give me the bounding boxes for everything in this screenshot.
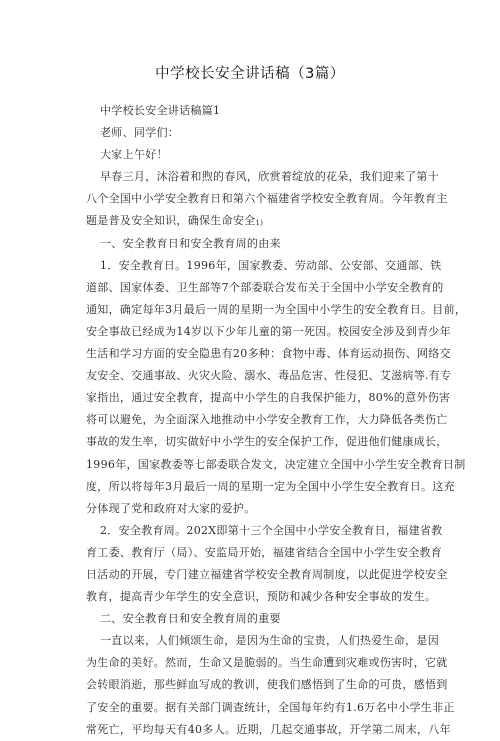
paragraph-line: 了安全的重要。据有关部门调查统计，全国每年约有1.6万名中小学生非正 [86, 700, 455, 714]
paragraph-line: 事故的发生率，切实做好中小学生的安全保护工作，促进他们健康成长， [86, 435, 448, 449]
paragraph-text: 题是普及安全知识，确保生命安全 [86, 214, 256, 228]
greeting: 大家上午好！ [100, 148, 168, 162]
paragraph-line: 为生命的美好。然而，生命又是脆弱的。当生命遭到灾难或伤害时，它就 [86, 656, 448, 670]
paragraph-line: 将可以避免，为全面深入地推动中小学安全教育工作，大力降低各类伤亡 [86, 413, 448, 427]
paragraph-line: 会转眼消逝，那些鲜血写成的教训，使我们感悟到了生命的可贵，感悟到 [86, 678, 448, 692]
paragraph-line [86, 210, 416, 232]
paragraph-line: 安全事故已经成为14岁以下少年儿童的第一死因。校园安全涉及到青少年 [86, 324, 451, 338]
page-title: 中学校长安全讲话稿（3篇） [155, 66, 345, 82]
document-body [86, 100, 467, 741]
paragraph-line: 友安全、交通事故、火灾火险、溺水、毒品危害、性侵犯、艾滋病等.有专 [86, 369, 452, 383]
paragraph-line: 分体现了党和政府对大家的爱护。 [86, 501, 256, 515]
paragraph-line: 度，所以将每年3月最后一周的星期一定为全国中小学生安全教育日。这充 [86, 479, 455, 493]
paragraph-line: 早春三月，沐浴着和煦的春风，欣赏着绽放的花朵，我们迎来了第十 [100, 170, 439, 184]
paragraph-line: 育工委、教育厅（局）、安监局开始，福建省结合全国中小学生安全教育 [86, 545, 443, 559]
paragraph-line: 一直以来，人们倾颂生命，是因为生命的宝贵，人们热爱生命，是因 [100, 634, 439, 648]
paragraph-line: 通知，确定每年3月最后一周的星期一为全国中小学生的安全教育日。目前， [86, 302, 467, 316]
paragraph-line: 生活和学习方面的安全隐患有20多种：食物中毒、体育运动损伤、网络交 [86, 347, 451, 361]
paragraph-line: 教育，提高青少年学生的安全意识，预防和减少各种安全事故的发生。 [86, 590, 437, 604]
section-heading: 中学校长安全讲话稿篇1 [100, 104, 221, 117]
footnote-mark: 1) [255, 219, 264, 228]
subheading: 一、安全教育日和安全教育周的由来 [100, 236, 281, 250]
paragraph-line: 八个全国中小学安全教育日和第六个福建省学校安全教育周。今年教育主 [86, 192, 448, 206]
subheading: 二、安全教育日和安全教育周的重要 [100, 612, 281, 626]
paragraph-line: 1．安全教育日。1996年，国家教委、劳动部、公安部、交通部、铁 [100, 258, 442, 272]
paragraph-line: 2．安全教育周。202X即第十三个全国中小学安全教育日，福建省教 [100, 523, 443, 537]
paragraph-line: 日活动的开展，专门建立福建省学校安全教育周制度，以此促进学校安全 [86, 567, 448, 581]
paragraph-line: 常死亡，平均每天有40多人。近期，几起交通事故，开学第二周末，八年 [86, 722, 451, 736]
paragraph-line: 道部、国家体委、卫生部等7个部委联合发布关于全国中小学安全教育的 [86, 280, 444, 294]
salutation: 老师、同学们： [100, 126, 180, 140]
paragraph-line: 1996年，国家教委等七部委联合发文，决定建立全国中小学生安全教育日制 [86, 457, 466, 471]
paragraph-line: 家指出，通过安全教育，提高中小学生的自我保护能力，80%的意外伤害 [86, 391, 451, 405]
